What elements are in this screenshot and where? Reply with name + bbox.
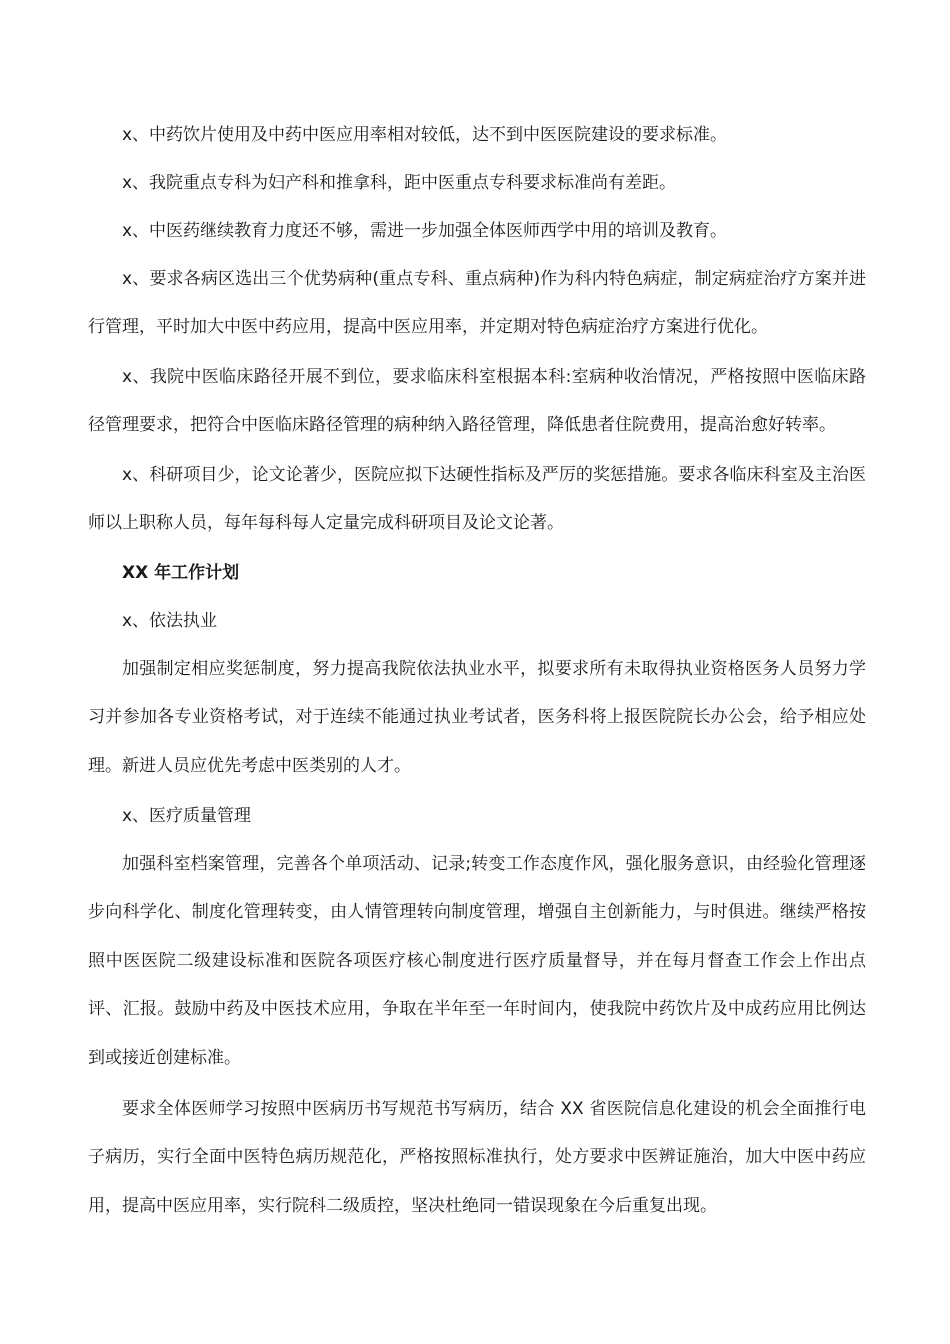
subheading-legal-practice: x、依法执业 xyxy=(122,611,218,631)
paragraph-quality-management: 加强科室档案管理，完善各个单项活动、记录;转变工作态度作风，强化服务意识，由经验化管理逐步向科学化、制度化管理转变，由人情管理转向制度管理，增强自主创新能力，与时俱进。继续严格按照中医医院二级建设标准和医院各项医疗核心制度进行医疗质量督导，并在每月督查工作会上作出点评、汇报。鼓励中药及中医技术应用，争取在半年至一年时间内，使我院中药饮片及中成药应用比例达到或接近创建标准。 xyxy=(88,854,866,1068)
paragraph-issue-clinical-pathway: x、我院中医临床路径开展不到位，要求临床科室根据本科:室病种收治情况，严格按照中医临床路径管理要求，把符合中医临床路径管理的病种纳入路径管理，降低患者住院费用，提高治愈好转率。 xyxy=(88,367,866,436)
paragraph-legal-practice: 加强制定相应奖惩制度，努力提高我院依法执业水平，拟要求所有未取得执业资格医务人员努力学习并参加各专业资格考试，对于连续不能通过执业考试者，医务科将上报医院院长办公会，给予相应处理。新进人员应优先考虑中医类别的人才。 xyxy=(88,659,866,776)
section-heading-work-plan: XX 年工作计划 xyxy=(122,563,240,583)
paragraph-medical-records: 要求全体医师学习按照中医病历书写规范书写病历，结合 XX 省医院信息化建设的机会全面推行电子病历，实行全面中医特色病历规范化，严格按照标准执行，处方要求中医辨证施治，加大中医中药应用，提高中医应用率，实行院科二级质控，坚决杜绝同一错误现象在今后重复出现。 xyxy=(88,1099,866,1216)
paragraph-issue-key-specialty: x、我院重点专科为妇产科和推拿科，距中医重点专科要求标准尚有差距。 xyxy=(122,173,677,193)
paragraph-issue-featured-diseases: x、要求各病区选出三个优势病种(重点专科、重点病种)作为科内特色病症，制定病症治疗方案并进行管理，平时加大中医中药应用，提高中医应用率，并定期对特色病症治疗方案进行优化。 xyxy=(88,269,866,338)
paragraph-issue-herbal-usage: x、中药饮片使用及中药中医应用率相对较低，达不到中医医院建设的要求标准。 xyxy=(122,125,728,145)
subheading-quality-management: x、医疗质量管理 xyxy=(122,806,252,826)
paragraph-issue-research: x、科研项目少，论文论著少，医院应拟下达硬性指标及严厉的奖惩措施。要求各临床科室及主治医师以上职称人员，每年每科每人定量完成科研项目及论文论著。 xyxy=(88,465,866,534)
paragraph-issue-continuing-education: x、中医药继续教育力度还不够，需进一步加强全体医师西学中用的培训及教育。 xyxy=(122,221,728,241)
